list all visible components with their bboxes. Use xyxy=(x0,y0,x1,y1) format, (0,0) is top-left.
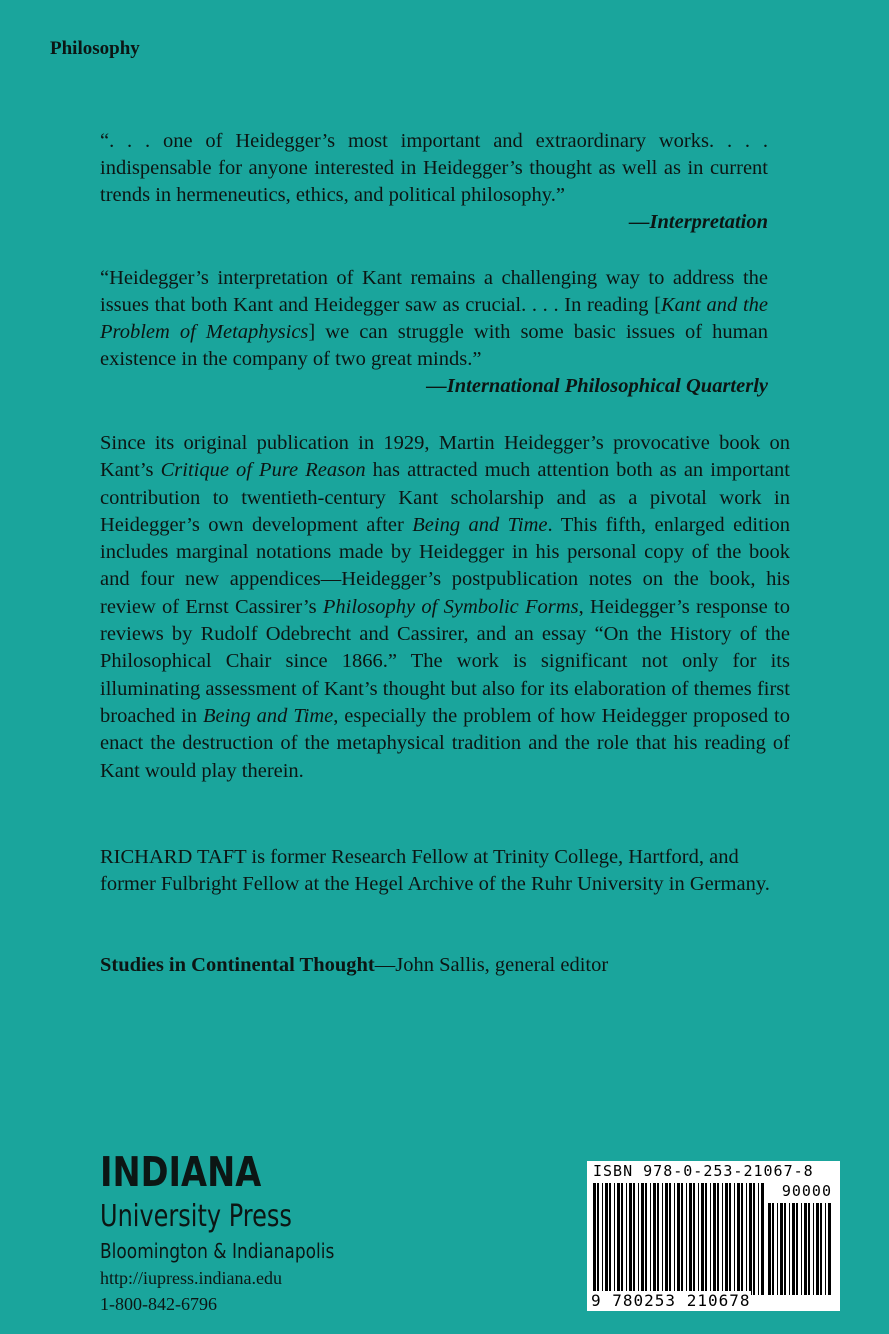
barcode-bar xyxy=(674,1183,675,1295)
quote-source: —Interpretation xyxy=(629,211,768,233)
review-quote-1 xyxy=(100,128,768,236)
barcode-bar xyxy=(758,1183,759,1295)
barcode-bar xyxy=(650,1183,651,1295)
publisher-phone: 1-800-842-6796 xyxy=(100,1294,217,1314)
description-text: , especially the problem of how Heidegger proposed to enact the destruction of the metaphysical tradition and the role that his reading of Kant would play therein. xyxy=(100,704,790,782)
quote-text xyxy=(100,265,768,373)
barcode-bar xyxy=(804,1203,807,1295)
author-bio: RICHARD TAFT is former Research Fellow at Trinity College, Hartford, and former Fulbright Fellow at the Hegel Archive of the Ruhr University in Germany. xyxy=(100,846,770,896)
work-title: Philosophy of Symbolic Forms xyxy=(322,595,579,618)
barcode-bar xyxy=(605,1183,608,1295)
review-quote-2 xyxy=(100,265,768,400)
barcode-bar xyxy=(686,1183,687,1295)
barcode-bar xyxy=(725,1183,728,1295)
barcode-bar xyxy=(777,1203,778,1295)
barcode-bar xyxy=(828,1203,831,1295)
barcode-bar xyxy=(808,1203,810,1295)
barcode-bar xyxy=(662,1183,663,1295)
quote-text: “. . . one of Heidegger’s most important and extraordinary works. . . . indispensable for anyone interested in Heidegger’s thought as well as in current trends in hermeneutics, ethics, and political philosophy.” xyxy=(100,130,768,206)
barcode-bar xyxy=(626,1183,627,1295)
barcode-bar xyxy=(593,1183,596,1295)
publisher-url: http://iupress.indiana.edu xyxy=(100,1268,282,1288)
barcode-bar xyxy=(657,1183,659,1295)
category-label: Philosophy xyxy=(50,38,140,59)
barcode-bar xyxy=(784,1203,786,1295)
barcode-bar xyxy=(614,1183,615,1295)
barcode-bar xyxy=(609,1183,611,1295)
ean-barcode-bars xyxy=(593,1183,765,1295)
barcode-bar xyxy=(813,1203,814,1295)
barcode-bar xyxy=(753,1183,755,1295)
barcode-bar xyxy=(621,1183,623,1295)
addon-barcode-bars xyxy=(768,1203,832,1295)
barcode-bar xyxy=(645,1183,647,1295)
barcode-bar xyxy=(641,1183,644,1295)
barcode-bar xyxy=(772,1203,774,1295)
price-code: 90000 xyxy=(781,1182,832,1200)
description-text: . This fifth, enlarged edition includes marginal notations made by Heidegger in his personal copy of the book and four new appendices—Heidegger’s postpublication notes on the book, his review of Ernst Cassirer’s xyxy=(100,513,791,618)
work-title: Being and Time xyxy=(412,513,548,536)
barcode-bar xyxy=(638,1183,639,1295)
barcode-bar xyxy=(749,1183,752,1295)
barcode-bar xyxy=(796,1203,798,1295)
series-editor: —John Sallis, general editor xyxy=(374,954,609,976)
barcode-bar xyxy=(792,1203,795,1295)
barcode-bar xyxy=(689,1183,692,1295)
description-text: , Heidegger’s response to reviews by Rudolf Odebrecht and Cassirer, and an essay “On the History of the Philosophical Chair since 1866.” The work is significant not only for its illuminating assessment of Kant’s thought but also for its elaboration of themes first broached in xyxy=(100,595,791,727)
quote-source: —International Philosophical Quarterly xyxy=(426,375,768,397)
barcode-bar xyxy=(602,1183,603,1295)
quote-text-part: “Heidegger’s interpretation of Kant remains a challenging way to address the issues that both Kant and Heidegger saw as crucial. . . . In reading [ xyxy=(100,267,768,316)
barcode-bar xyxy=(729,1183,731,1295)
barcode-bar xyxy=(768,1203,771,1295)
book-description xyxy=(100,430,790,785)
barcode-bar xyxy=(653,1183,656,1295)
barcode-bar xyxy=(801,1203,802,1295)
description-paragraph xyxy=(100,430,790,785)
barcode-bar xyxy=(669,1183,671,1295)
barcode-bar xyxy=(780,1203,783,1295)
barcode-bar xyxy=(713,1183,716,1295)
barcode-bar xyxy=(761,1183,764,1295)
barcode-bar xyxy=(629,1183,632,1295)
quote-text-part: ] we can struggle with some basic issues of human existence in the company of two great minds.” xyxy=(100,321,768,370)
barcode-bar xyxy=(677,1183,680,1295)
barcode-bar xyxy=(722,1183,723,1295)
work-title: Critique of Pure Reason xyxy=(160,459,366,482)
barcode-bar xyxy=(734,1183,735,1295)
barcode-bar xyxy=(597,1183,599,1295)
barcode-bar xyxy=(825,1203,826,1295)
barcode-bar xyxy=(816,1203,819,1295)
publisher-logo-name: INDIANA xyxy=(100,1148,262,1196)
barcode-bar xyxy=(701,1183,704,1295)
work-title: Being and Time xyxy=(202,704,334,727)
description-text: Since its original publication in 1929, Martin Heidegger’s provocative book on Kant’s xyxy=(100,432,790,482)
barcode-bar xyxy=(717,1183,719,1295)
publisher-press: University Press xyxy=(100,1199,292,1234)
barcode xyxy=(587,1161,840,1311)
barcode-bar xyxy=(681,1183,683,1295)
barcode-bar xyxy=(617,1183,620,1295)
barcode-bar xyxy=(741,1183,743,1295)
barcode-bar xyxy=(820,1203,822,1295)
description-text: has attracted much attention both as an important contribution to twentieth-century Kant scholarship and as a pivotal work in Heidegger’s own development after xyxy=(100,459,790,536)
barcode-bar xyxy=(665,1183,668,1295)
barcode-bar xyxy=(746,1183,747,1295)
series-line xyxy=(100,952,608,979)
book-title: Kant and the Problem of Metaphysics xyxy=(100,294,768,343)
series-name: Studies in Continental Thought xyxy=(100,954,375,976)
barcode-bar xyxy=(633,1183,635,1295)
barcode-bar xyxy=(693,1183,695,1295)
ean-number: 9 780253 210678 xyxy=(591,1291,751,1310)
barcode-bar xyxy=(737,1183,740,1295)
isbn-text: ISBN 978-0-253-21067-8 xyxy=(593,1162,814,1180)
publisher-location: Bloomington & Indianapolis xyxy=(100,1239,335,1263)
barcode-bar xyxy=(705,1183,707,1295)
barcode-bar xyxy=(698,1183,699,1295)
barcode-bar xyxy=(789,1203,790,1295)
barcode-bar xyxy=(710,1183,711,1295)
